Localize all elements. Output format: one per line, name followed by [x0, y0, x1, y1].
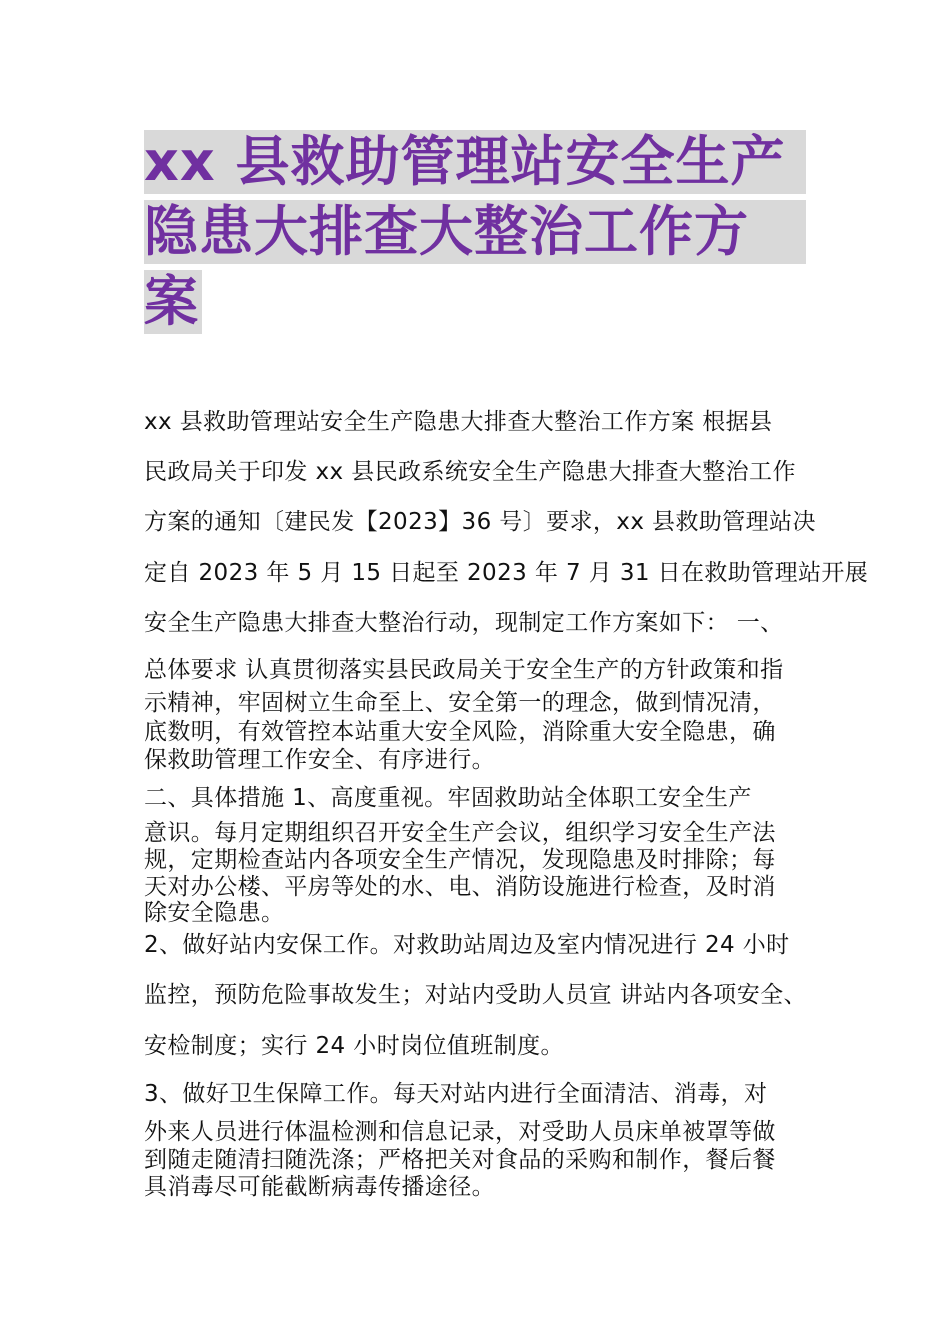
title-line-2: 隐患大排查大整治工作方 [144, 200, 806, 264]
body-line: 保救助管理工作安全、有序进行。 [144, 747, 495, 773]
title-line-1: xx 县救助管理站安全生产 [144, 130, 806, 194]
body-line: 底数明，有效管控本站重大安全风险，消除重大安全隐患，确 [144, 719, 776, 745]
body-line: 安检制度；实行 24 小时岗位值班制度。 [144, 1033, 564, 1059]
body-line: 外来人员进行体温检测和信息记录，对受助人员床单被罩等做 [144, 1119, 776, 1145]
body-line: 具消毒尽可能截断病毒传播途径。 [144, 1174, 495, 1200]
body-line: 3、做好卫生保障工作。每天对站内进行全面清洁、消毒，对 [144, 1081, 768, 1107]
body-line: 安全生产隐患大排查大整治行动，现制定工作方案如下： 一、 [144, 610, 784, 636]
title-line-3: 案 [144, 270, 202, 334]
body-line: 总体要求 认真贯彻落实县民政局关于安全生产的方针政策和指 [144, 657, 784, 683]
body-line: 民政局关于印发 xx 县民政系统安全生产隐患大排查大整治工作 [144, 459, 796, 485]
body-line: xx 县救助管理站安全生产隐患大排查大整治工作方案 根据县 [144, 409, 773, 435]
body-line: 除安全隐患。 [144, 900, 285, 926]
body-line: 2、做好站内安保工作。对救助站周边及室内情况进行 24 小时 [144, 932, 790, 958]
body-line: 二、具体措施 1、高度重视。牢固救助站全体职工安全生产 [144, 785, 752, 811]
body-line: 示精神，牢固树立生命至上、安全第一的理念，做到情况清， [144, 690, 776, 716]
body-line: 到随走随清扫随洗涤；严格把关对食品的采购和制作，餐后餐 [144, 1147, 776, 1173]
body-line: 监控，预防危险事故发生；对站内受助人员宣 讲站内各项安全、 [144, 982, 807, 1008]
document-title [144, 130, 814, 340]
body-line: 方案的通知〔建民发【2023】36 号〕要求，xx 县救助管理站决 [144, 509, 816, 535]
body-line: 意识。每月定期组织召开安全生产会议，组织学习安全生产法 [144, 820, 776, 846]
body-line: 规，定期检查站内各项安全生产情况，发现隐患及时排除；每 [144, 847, 776, 873]
body-line: 天对办公楼、平房等处的水、电、消防设施进行检查，及时消 [144, 874, 776, 900]
body-line: 定自 2023 年 5 月 15 日起至 2023 年 7 月 31 日在救助管理站开展 [144, 560, 869, 586]
